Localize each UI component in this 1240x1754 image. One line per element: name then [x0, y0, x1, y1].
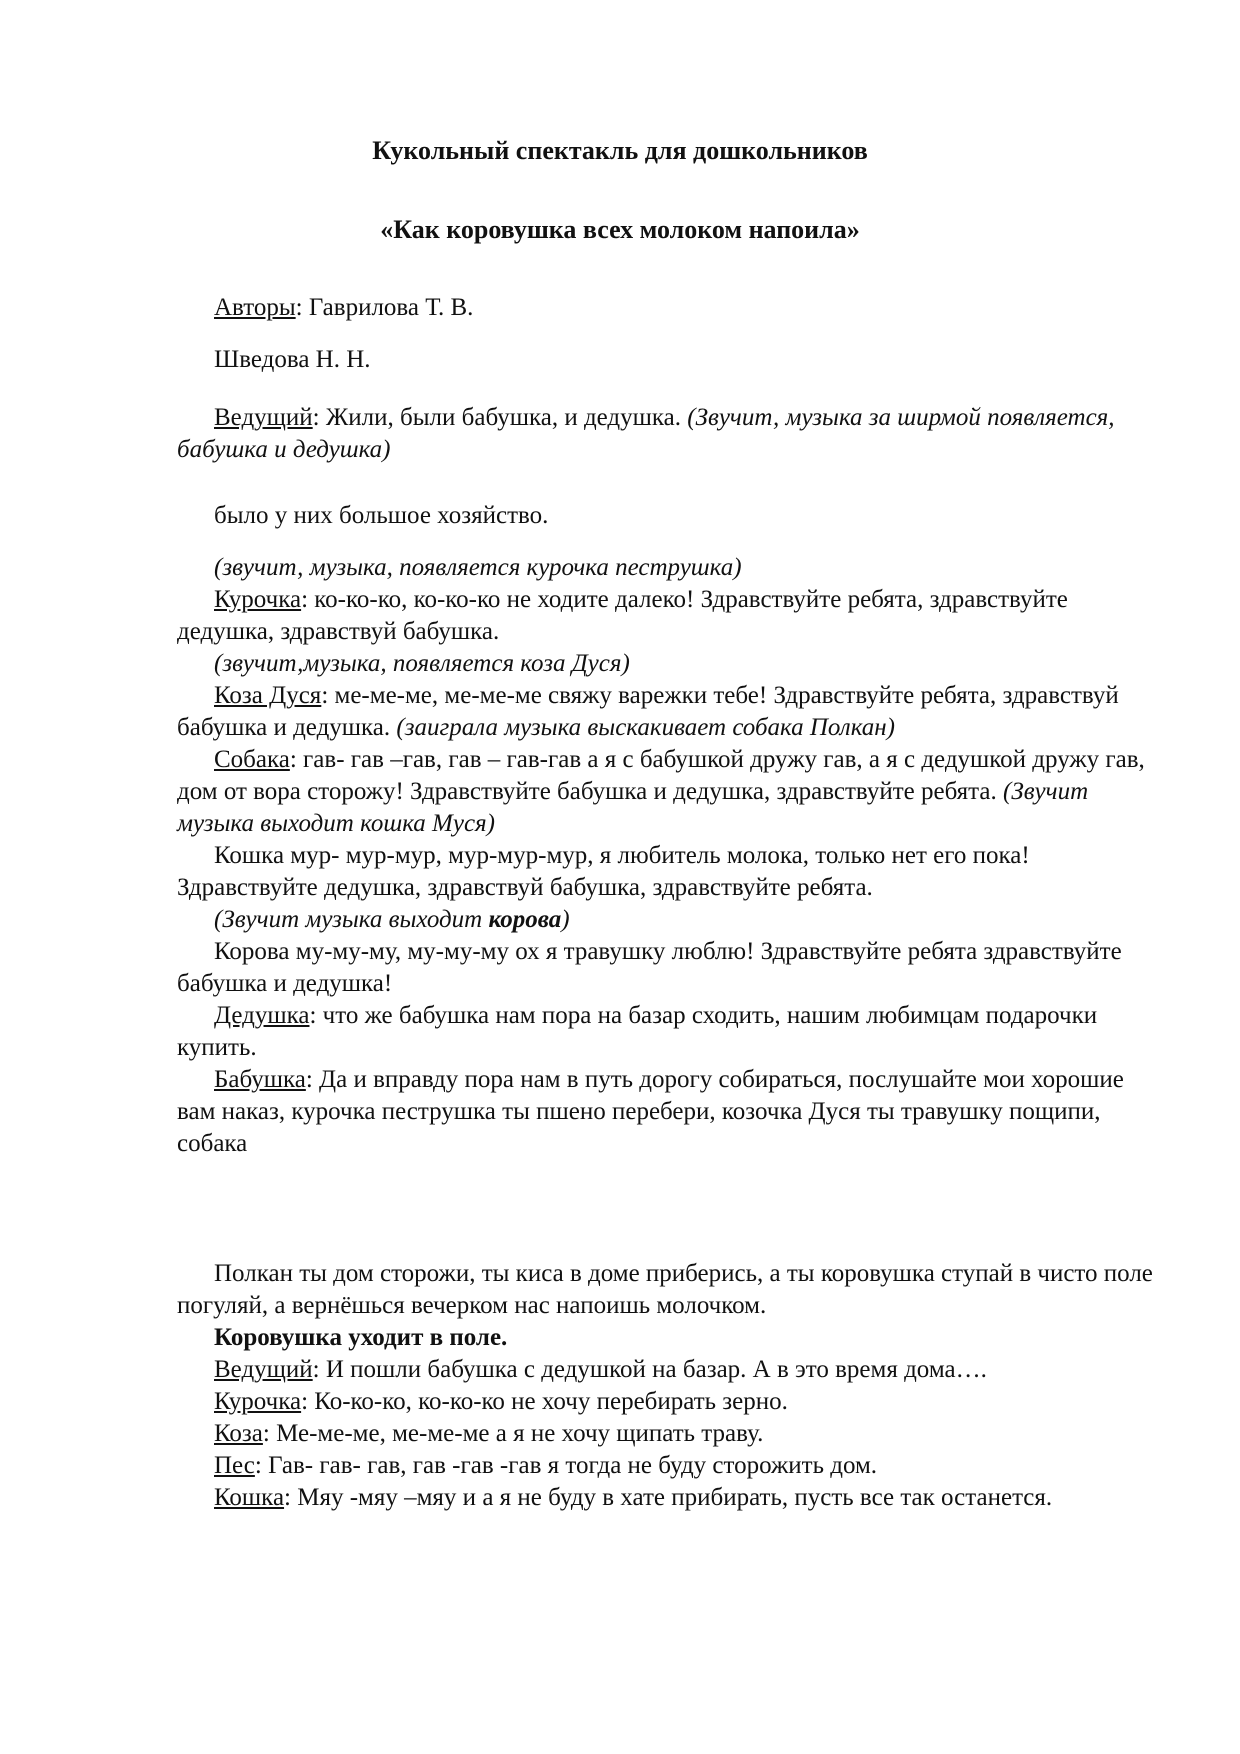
speaker: Курочка	[214, 586, 302, 613]
line-text: : Ме-ме-ме, ме-ме-ме а я не хочу щипать траву.	[262, 1420, 764, 1447]
line-text: : Мяу -мяу –мяу и а я не буду в хате прибирать, пусть все так останется.	[284, 1484, 1053, 1511]
stage-direction: (Звучит, музыка за ширмой появляется, бабушка и дедушка)	[177, 404, 1115, 463]
script-block-2	[177, 1258, 1162, 1514]
line-text: : ко-ко-ко, ко-ко-ко не ходите далеко! Здравствуйте ребята, здравствуйте дедушка, здравствуй бабушка.	[177, 586, 1068, 645]
document-subtitle: «Как коровушка всех молоком напоила»	[380, 215, 860, 244]
stage-direction-end: )	[561, 906, 570, 933]
author-1: : Гаврилова Т. В.	[295, 294, 474, 321]
author-2: Шведова Н. Н.	[214, 346, 371, 373]
speaker: Коза	[214, 1420, 263, 1447]
line-text: : Гав- гав- гав, гав -гав -гав я тогда не буду сторожить дом.	[254, 1452, 878, 1479]
speaker: Бабушка	[214, 1066, 306, 1093]
line-text: Корова му-му-му, му-му-му ох я травушку люблю! Здравствуйте ребята здравствуйте бабушка и дедушка!	[177, 938, 1122, 997]
authors-label: Авторы	[214, 294, 296, 321]
speaker: Курочка	[214, 1388, 302, 1415]
speaker: Ведущий	[214, 1356, 313, 1383]
bold-stage-line: Коровушка уходит в поле.	[214, 1324, 508, 1351]
line-text: Полкан ты дом сторожи, ты киса в доме приберись, а ты коровушка ступай в чисто поле погуляй, а вернёшься вечерком нас напоишь молочком.	[177, 1260, 1153, 1319]
speaker: Пес	[214, 1452, 255, 1479]
speaker: Кошка	[214, 1484, 285, 1511]
speaker: Ведущий	[214, 404, 313, 431]
line-text: : И пошли бабушка с дедушкой на базар. А в это время дома….	[312, 1356, 987, 1383]
line-text: : Ко-ко-ко, ко-ко-ко не хочу перебирать зерно.	[301, 1388, 788, 1415]
speaker: Коза Дуся	[214, 682, 322, 709]
line-text: : Да и вправду пора нам в путь дорогу собираться, послушайте мои хорошие вам наказ, курочка пеструшка ты пшено перебери, козочка Дуся ты травушку пощипи, собака	[177, 1066, 1124, 1157]
stage-direction: (Звучит музыка выходит кошка Муся)	[177, 778, 1089, 837]
household-paragraph	[177, 500, 1162, 532]
script-block-1	[177, 552, 1162, 1160]
document-title: Кукольный спектакль для дошкольников	[372, 136, 868, 165]
stage-direction: (звучит,музыка, появляется коза Дуся)	[214, 650, 630, 677]
line-text: : ме-ме-ме, ме-ме-ме свяжу варежки тебе! Здравствуйте ребята, здравствуй бабушка и дедушка.	[177, 682, 1119, 741]
line-text: Кошка мур- мур-мур, мур-мур-мур, я любитель молока, только нет его пока! Здравствуйте дедушка, здравствуй бабушка, здравствуйте ребята.	[177, 842, 1030, 901]
intro-paragraph	[177, 402, 1162, 466]
line-text: : что же бабушка нам пора на базар сходить, нашим любимцам подарочки купить.	[177, 1002, 1098, 1061]
line-text: : гав- гав –гав, гав – гав-гав а я с бабушкой дружу гав, а я с дедушкой дружу гав, дом от вора сторожу! Здравствуйте бабушка и дедушка, здравствуйте ребята.	[177, 746, 1145, 805]
stage-direction-bold: корова	[488, 906, 562, 933]
line-text: : Жили, были бабушка, и дедушка.	[312, 404, 688, 431]
line-text: было у них большое хозяйство.	[214, 502, 549, 529]
authors-line-2	[177, 344, 1162, 376]
stage-direction: (заиграла музыка выскакивает собака Полкан)	[396, 714, 895, 741]
stage-direction: (Звучит музыка выходит	[214, 906, 489, 933]
stage-direction: (звучит, музыка, появляется курочка пеструшка)	[214, 554, 742, 581]
authors-line	[177, 292, 1162, 324]
speaker: Собака	[214, 746, 290, 773]
speaker: Дедушка	[214, 1002, 310, 1029]
